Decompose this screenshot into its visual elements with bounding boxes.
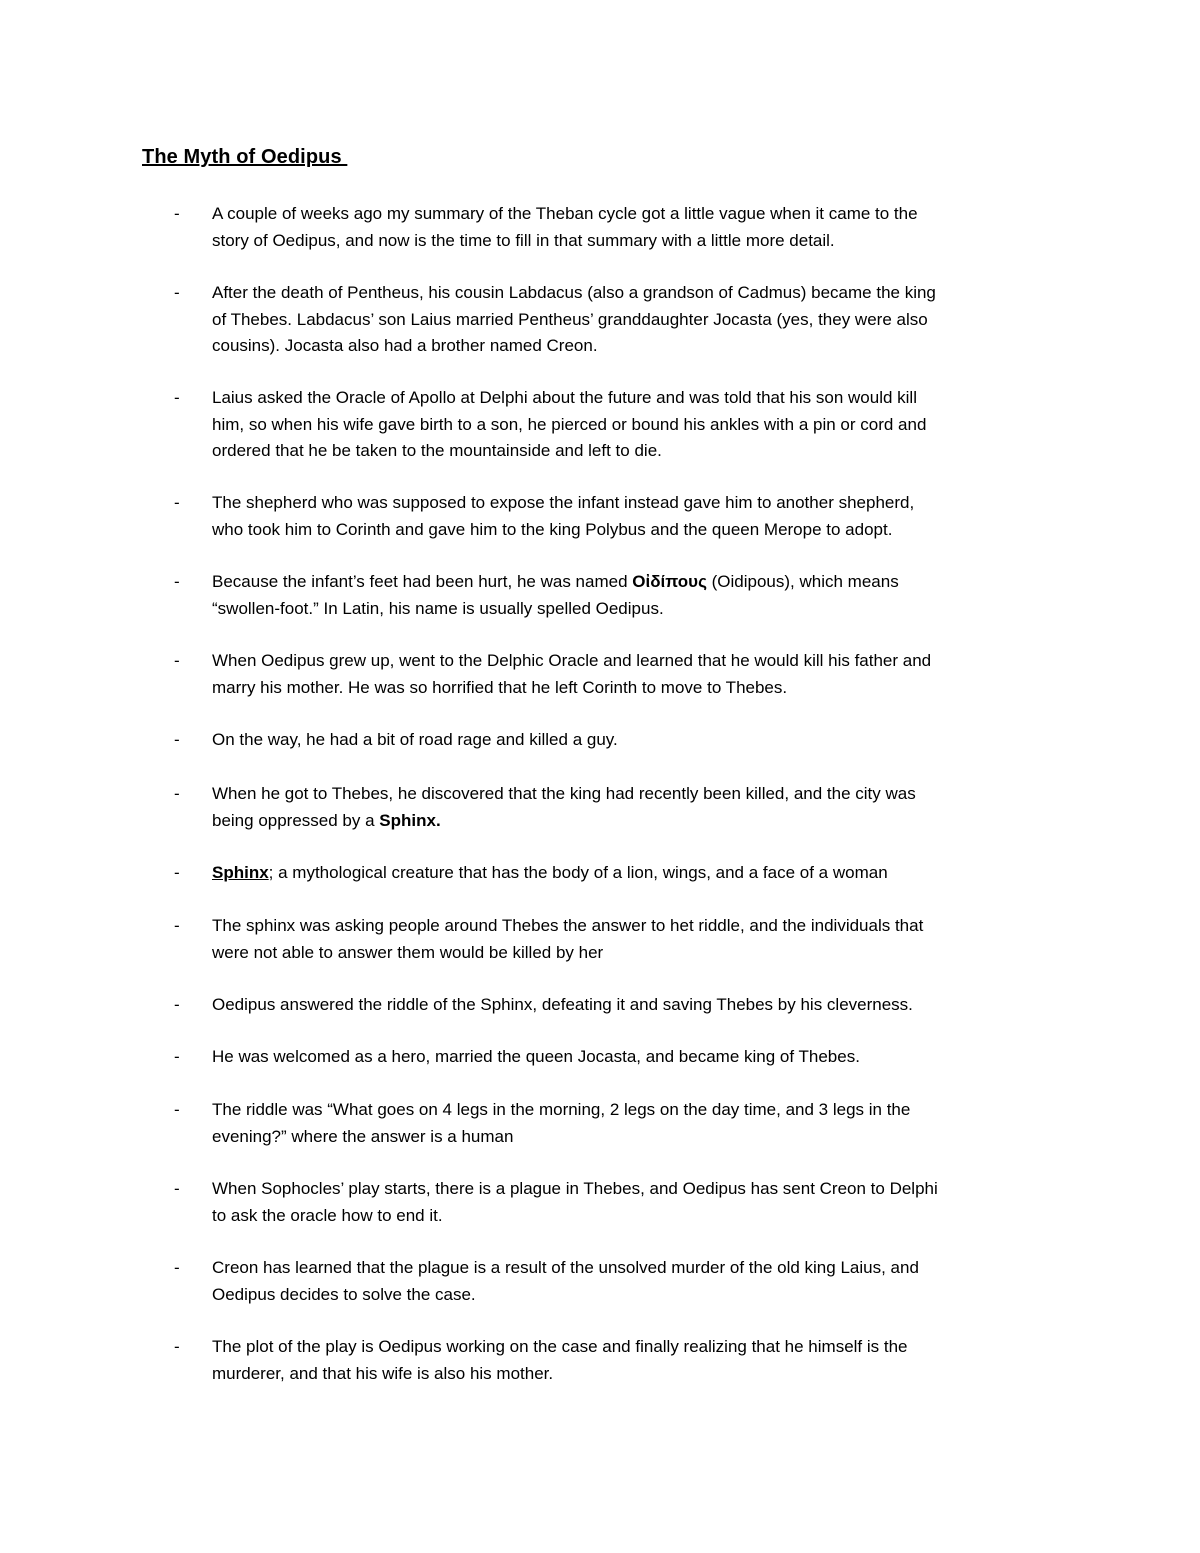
bullet-dash: - bbox=[174, 784, 180, 803]
list-item-text bbox=[212, 1255, 1072, 1308]
text-line: The sphinx was asking people around Thebes the answer to het riddle, and the individuals that bbox=[212, 916, 924, 935]
text-line: When Sophocles’ play starts, there is a plague in Thebes, and Oedipus has sent Creon to Delphi bbox=[212, 1179, 938, 1198]
list-item-text bbox=[212, 727, 1072, 754]
text-line bbox=[212, 569, 1072, 596]
text-line: The plot of the play is Oedipus working on the case and finally realizing that he himself is the bbox=[212, 1337, 908, 1356]
list-item-text bbox=[212, 648, 1072, 701]
text-line: Laius asked the Oracle of Apollo at Delphi about the future and was told that his son would kill bbox=[212, 388, 917, 407]
list-item-text bbox=[212, 913, 1072, 966]
text-line: were not able to answer them would be killed by her bbox=[212, 942, 604, 962]
list-item-text bbox=[212, 992, 1072, 1019]
bullet-dash: - bbox=[174, 388, 180, 407]
text-line: story of Oedipus, and now is the time to fill in that summary with a little more detail. bbox=[212, 230, 835, 250]
definition-text: ; a mythological creature that has the body of a lion, wings, and a face of a woman bbox=[268, 863, 888, 882]
text-line: to ask the oracle how to end it. bbox=[212, 1205, 443, 1225]
list-item-text bbox=[212, 201, 1072, 254]
text-line: cousins). Jocasta also had a brother named Creon. bbox=[212, 336, 598, 355]
text-line: On the way, he had a bit of road rage and killed a guy. bbox=[212, 730, 618, 749]
text-line: The shepherd who was supposed to expose the infant instead gave him to another shepherd, bbox=[212, 493, 915, 512]
text-line: ordered that he be taken to the mountainside and left to die. bbox=[212, 441, 662, 460]
text-line: evening?” where the answer is a human bbox=[212, 1126, 514, 1146]
list-item-text bbox=[212, 1176, 1072, 1229]
bullet-dash: - bbox=[174, 863, 180, 882]
list-item-text bbox=[212, 860, 1072, 887]
bullet-dash: - bbox=[174, 1179, 180, 1198]
bullet-dash: - bbox=[174, 1100, 180, 1119]
list-item-text bbox=[212, 1334, 1072, 1387]
text-line: When he got to Thebes, he discovered that the king had recently been killed, and the city was bbox=[212, 784, 916, 803]
text-line: He was welcomed as a hero, married the queen Jocasta, and became king of Thebes. bbox=[212, 1047, 860, 1066]
text-line: him, so when his wife gave birth to a son, he pierced or bound his ankles with a pin or cord and bbox=[212, 414, 927, 434]
text-line: Oedipus answered the riddle of the Sphinx, defeating it and saving Thebes by his cleverness. bbox=[212, 995, 913, 1014]
text-line: Creon has learned that the plague is a result of the unsolved murder of the old king Laius, and bbox=[212, 1258, 919, 1277]
text-line: who took him to Corinth and gave him to the king Polybus and the queen Merope to adopt. bbox=[212, 519, 893, 539]
bullet-dash: - bbox=[174, 572, 180, 591]
text-run: being oppressed by a bbox=[212, 810, 380, 830]
sphinx-term: Sphinx bbox=[379, 810, 436, 830]
bullet-dash: - bbox=[174, 651, 180, 670]
text-line: murderer, and that his wife is also his mother. bbox=[212, 1363, 554, 1383]
text-line: “swollen-foot.” In Latin, his name is usually spelled Oedipus. bbox=[212, 598, 664, 618]
text-line bbox=[212, 860, 1072, 887]
text-run: Because the infant’s feet had been hurt, he was named bbox=[212, 572, 633, 591]
bullet-dash: - bbox=[174, 995, 180, 1014]
text-line: The riddle was “What goes on 4 legs in the morning, 2 legs on the day time, and 3 legs in the bbox=[212, 1100, 911, 1119]
bullet-dash: - bbox=[174, 916, 180, 935]
text-run: . bbox=[435, 810, 441, 830]
text-line: After the death of Pentheus, his cousin Labdacus (also a grandson of Cadmus) became the king bbox=[212, 283, 936, 302]
text-run: (Oidipous), which means bbox=[706, 572, 899, 591]
list-item-text bbox=[212, 280, 1072, 360]
text-line: A couple of weeks ago my summary of the Theban cycle got a little vague when it came to the bbox=[212, 204, 918, 223]
bullet-dash: - bbox=[174, 1337, 180, 1356]
text-line: marry his mother. He was so horrified that he left Corinth to move to Thebes. bbox=[212, 677, 788, 697]
text-line: When Oedipus grew up, went to the Delphic Oracle and learned that he would kill his father and bbox=[212, 651, 932, 670]
document-title: The Myth of Oedipus bbox=[142, 146, 348, 168]
text-line: Oedipus decides to solve the case. bbox=[212, 1284, 476, 1304]
greek-name: Οἰδίπους bbox=[632, 572, 707, 591]
list-item-text bbox=[212, 385, 1072, 465]
bullet-dash: - bbox=[174, 1258, 180, 1277]
text-line bbox=[212, 808, 1072, 835]
bullet-dash: - bbox=[174, 204, 180, 223]
list-item-text bbox=[212, 569, 1072, 622]
definition-term: Sphinx bbox=[212, 863, 269, 882]
list-item-text bbox=[212, 1097, 1072, 1150]
list-item-text bbox=[212, 781, 1072, 834]
list-item-text bbox=[212, 1044, 1072, 1071]
text-line: of Thebes. Labdacus’ son Laius married Pentheus’ granddaughter Jocasta (yes, they were also bbox=[212, 309, 928, 329]
bullet-dash: - bbox=[174, 283, 180, 302]
bullet-dash: - bbox=[174, 730, 180, 749]
bullet-dash: - bbox=[174, 493, 180, 512]
list-item-text bbox=[212, 490, 1072, 543]
bullet-dash: - bbox=[174, 1047, 180, 1066]
